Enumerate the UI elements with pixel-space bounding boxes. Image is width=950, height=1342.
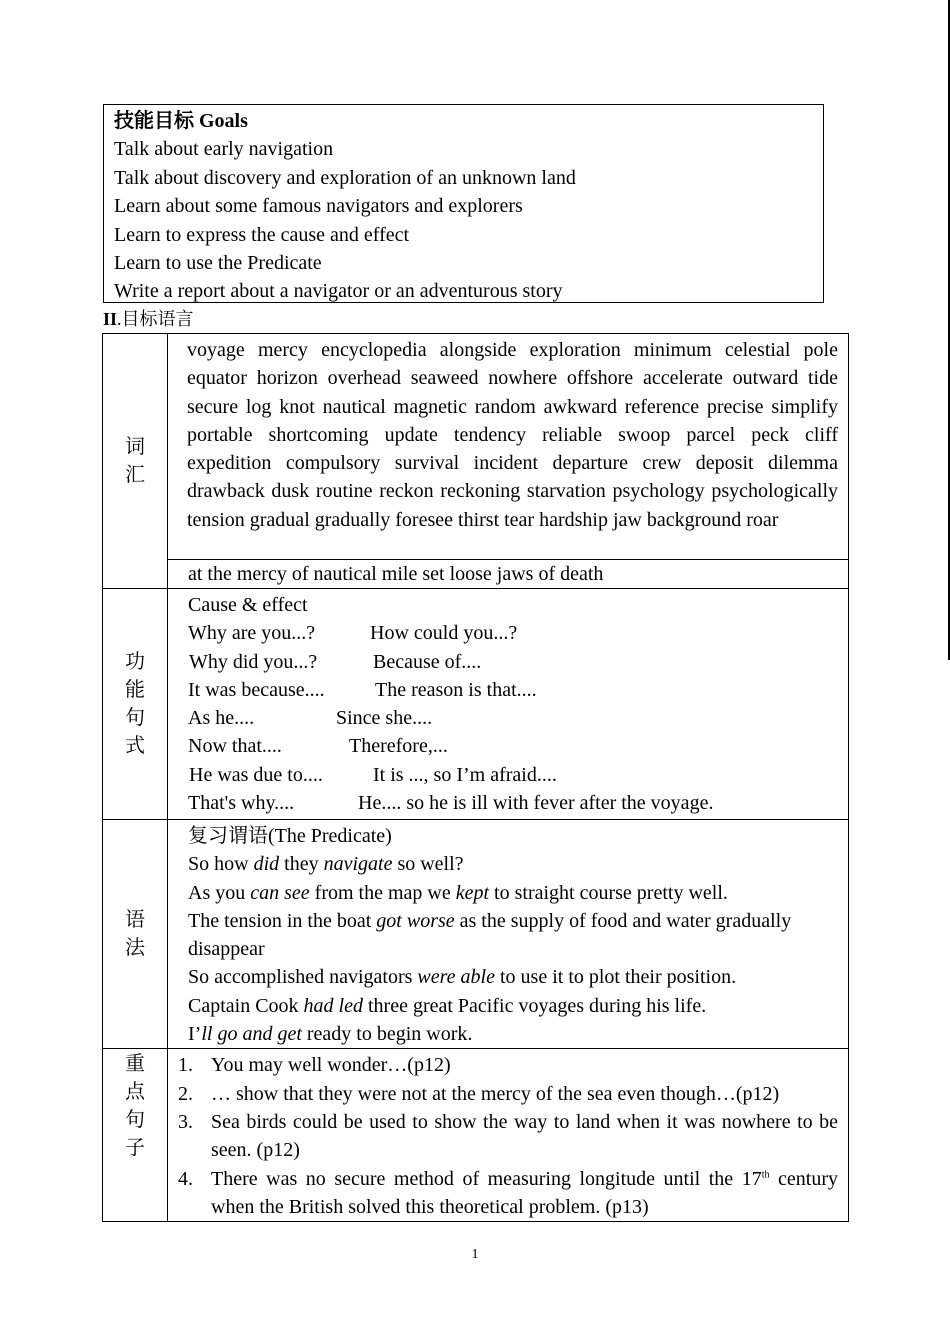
grammar-heading: 复习谓语(The Predicate) [188, 825, 392, 847]
grammar-cell [168, 820, 849, 1049]
label-char: 句 [125, 707, 145, 729]
function-row [188, 732, 838, 760]
list-item: 1. You may well wonder…(p12) [178, 1054, 451, 1077]
list-item: 2. … show that they were not at the mercy of the sea even though…(p12) [178, 1082, 780, 1105]
functions-cell [168, 589, 849, 820]
vocab-phrases: at the mercy of nautical mile set loose jaws of death [188, 563, 604, 585]
target-language-table [102, 333, 849, 1222]
label-char: 汇 [125, 464, 145, 486]
function-phrase: How could you...? [370, 622, 518, 645]
section-title: .目标语言 [117, 309, 194, 329]
goal-item: Learn to express the cause and effect [114, 223, 410, 246]
grammar-label [103, 820, 168, 1049]
goal-item: Write a report about a navigator or an adventurous story [114, 280, 563, 303]
functions-content [168, 589, 848, 817]
list-item: 4. There was no secure method of measuring longitude until the 17th century when the British solved this theoretical problem. (p13) [178, 1167, 838, 1218]
label-char: 能 [125, 679, 145, 701]
label-char: 式 [125, 735, 145, 757]
label-char: 功 [125, 651, 145, 673]
function-row [188, 619, 838, 647]
label-char: 词 [125, 436, 145, 458]
grammar-sentence: As you can see from the map we kept to straight course pretty well. [188, 881, 728, 904]
grammar-sentence: I’ll go and get ready to begin work. [188, 1023, 473, 1046]
goal-item: Learn about some famous navigators and explorers [114, 195, 523, 218]
function-phrase: The reason is that.... [375, 678, 537, 701]
grammar-sentence: Captain Cook had led three great Pacific voyages during his life. [188, 994, 707, 1017]
function-row [188, 648, 838, 676]
function-phrase: As he.... [188, 707, 255, 730]
function-phrase: Why are you...? [188, 622, 316, 645]
key-sentences-list [168, 1049, 848, 1221]
phrases-cell [168, 560, 849, 589]
key-sentences-label [103, 1049, 168, 1222]
function-phrase: It was because.... [188, 678, 325, 701]
list-item: 3. Sea birds could be used to show the way to land when it was nowhere to be seen. (p12) [178, 1110, 838, 1162]
function-phrase: He.... so he is ill with fever after the voyage. [358, 792, 714, 815]
label-char: 点 [125, 1081, 145, 1104]
label-char: 重 [125, 1053, 145, 1076]
label-char: 法 [125, 937, 145, 960]
label-char: 语 [125, 909, 145, 932]
function-phrase: Since she.... [336, 707, 433, 730]
label-char: 子 [125, 1137, 145, 1160]
function-phrase: He was due to.... [189, 763, 323, 786]
key-sentences-cell [168, 1049, 849, 1222]
vocab-words: voyage mercy encyclopedia alongside exploration minimum celestial pole equator horizon overhead seaweed nowhere offshore accelerate outward tide secure log knot nautical magnetic random awkward reference precise simplify portable shortcoming update tendency reliable swoop parcel peck cliff expedition compulsory survival incident departure crew deposit dilemma drawback dusk routine reckon reckoning starvation psychology psychologically tension gradual gradually foresee thirst tear hardship jaw background roar [187, 339, 838, 531]
function-row [188, 789, 838, 817]
label-char: 句 [125, 1109, 145, 1132]
section-numeral: II [103, 309, 118, 329]
function-phrase: Now that.... [188, 735, 282, 758]
page-number: 1 [471, 1247, 479, 1262]
function-phrase: That's why.... [188, 792, 295, 815]
function-phrase: It is ..., so I’m afraid.... [373, 763, 557, 786]
vocab-cell [168, 334, 849, 560]
function-phrase: Therefore,... [349, 735, 448, 758]
function-row [188, 761, 838, 789]
section-heading [103, 306, 194, 332]
goals-box [103, 104, 824, 303]
goal-item: Talk about early navigation [114, 138, 334, 161]
grammar-sentence-cont: disappear [188, 938, 265, 961]
grammar-sentence: So accomplished navigators were able to use it to plot their position. [188, 966, 737, 989]
grammar-sentence: The tension in the boat got worse as the supply of food and water gradually [188, 909, 792, 932]
goal-item: Talk about discovery and exploration of an unknown land [114, 166, 576, 189]
grammar-content [168, 820, 848, 1048]
functions-heading: Cause & effect [188, 594, 308, 616]
goals-title: 技能目标 Goals [114, 110, 248, 132]
functions-label [103, 589, 168, 820]
vocab-label [103, 334, 168, 589]
grammar-sentence: So how did they navigate so well? [188, 853, 464, 876]
goal-item: Learn to use the Predicate [114, 252, 322, 275]
function-row [188, 704, 838, 732]
function-phrase: Why did you...? [189, 650, 318, 673]
function-phrase: Because of.... [373, 650, 482, 673]
function-row [188, 676, 838, 704]
